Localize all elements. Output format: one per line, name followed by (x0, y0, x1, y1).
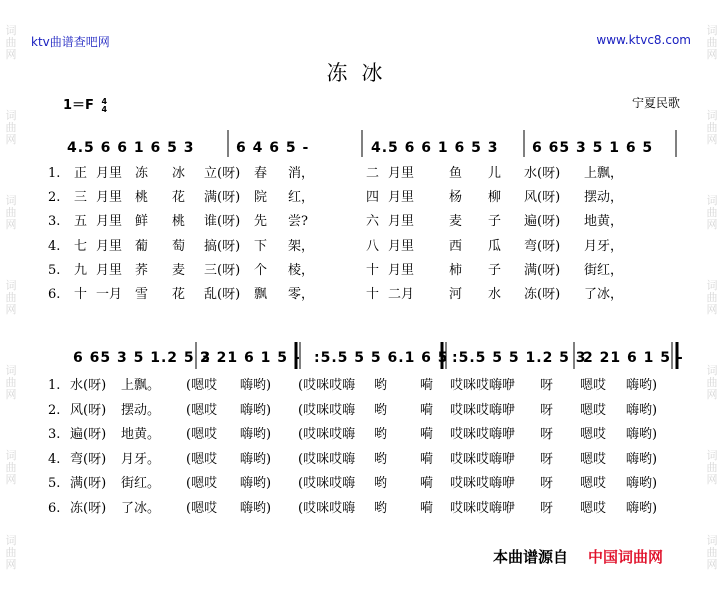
lyric-syllable: 鱼 (449, 166, 463, 181)
lyric-syllable: 个 (254, 262, 268, 278)
lyric-syllable: 月里 (96, 238, 123, 254)
site-name-left[interactable]: ktv曲谱查吧网 (31, 35, 110, 49)
lyric-syllable: 满(呀) (204, 190, 241, 206)
meter-top: 4 (101, 96, 108, 106)
lyric-syllable: 七 (74, 238, 88, 254)
lyric-syllable: 1. (48, 166, 61, 181)
lyric-syllable: 嗨哟) (240, 476, 272, 491)
watermark-glyph: 词 曲 网 (5, 448, 17, 486)
lyric-syllable: 遍(呀) (524, 214, 561, 230)
lyric-syllable: 嗨哟) (626, 402, 658, 418)
lyric-syllable: 6. (48, 500, 61, 516)
lyric-syllable: 乱(呀) (204, 287, 241, 302)
lyric-syllable: 桃 (135, 190, 149, 206)
lyric-syllable: 麦 (172, 262, 186, 278)
lyric-syllable: 嗬 (420, 451, 434, 467)
lyric-syllable: 嗨哟) (240, 402, 272, 418)
lyric-syllable: 月里 (96, 262, 123, 278)
lyric-syllable: 街红， (584, 262, 624, 278)
lyric-syllable: 月里 (96, 190, 123, 206)
notation-bar: :5.5 5 5 6.1 6 5 (314, 350, 449, 366)
lyric-syllable: 了冰， (584, 287, 624, 302)
lyric-syllable: 三(呀) (204, 262, 241, 278)
lyric-syllable: 先 (254, 214, 268, 230)
lyric-syllable: 嗨哟) (626, 451, 658, 467)
lyric-syllable: 冻(呀) (70, 500, 107, 516)
lyric-syllable: 嗨哟) (240, 427, 272, 442)
lyric-syllable: 街红。 (121, 476, 161, 491)
lyric-syllable: 嗯哎 (580, 427, 607, 442)
lyric-syllable: 二 (366, 166, 380, 181)
lyric-syllable: 风(呀) (70, 402, 107, 418)
lyric-syllable: 嗬 (420, 427, 434, 442)
lyric-syllable: 月里 (388, 262, 415, 278)
lyric-syllable: 呀 (540, 476, 554, 491)
lyric-syllable: 水(呀) (70, 378, 107, 393)
lyric-syllable: 嗨哟) (240, 451, 272, 467)
lyric-syllable: 桃 (172, 214, 186, 230)
lyric-syllable: 月里 (388, 190, 415, 206)
lyric-syllable: 嗨哟) (626, 476, 658, 491)
lyric-syllable: 嗬 (420, 476, 434, 491)
lyric-syllable: 三 (74, 190, 88, 206)
lyric-syllable: 地黄。 (121, 427, 161, 442)
lyric-syllable: 子 (488, 262, 502, 278)
lyric-syllable: (哎咪哎嗨 (298, 451, 356, 467)
lyric-syllable: 杨 (449, 190, 463, 206)
lyric-syllable: 哎咪哎嗨咿 (450, 378, 516, 393)
lyric-syllable: 消， (288, 166, 315, 181)
lyric-syllable: 嗬 (420, 500, 434, 516)
lyric-syllable: 摆动， (584, 190, 624, 206)
lyric-syllable: 院 (254, 190, 268, 206)
lyric-syllable: 月里 (96, 214, 123, 230)
lyric-syllable: 正 (74, 166, 88, 181)
lyric-syllable: 嗬 (420, 402, 434, 418)
source-label: 本曲谱源自 (493, 548, 569, 566)
lyric-syllable: 5. (48, 476, 61, 491)
lyric-syllable: 呀 (540, 402, 554, 418)
lyric-syllable: 哟 (374, 500, 388, 516)
lyric-syllable: 冻 (135, 166, 149, 181)
lyric-syllable: 呀 (540, 427, 554, 442)
lyric-syllable: (嗯哎 (186, 476, 218, 491)
lyric-syllable: 6. (48, 287, 61, 302)
lyric-syllable: 嗯哎 (580, 500, 607, 516)
lyric-syllable: 1. (48, 378, 61, 393)
notation-bar: 6 65 3 5 1 6 5 (532, 140, 654, 156)
lyric-syllable: 子 (488, 214, 502, 230)
lyric-syllable: 呀 (540, 500, 554, 516)
lyric-syllable: 上飘。 (121, 378, 161, 393)
lyric-syllable: 哟 (374, 476, 388, 491)
lyric-syllable: 六 (366, 214, 380, 230)
lyric-syllable: 零， (288, 287, 315, 302)
lyric-syllable: 架， (288, 238, 315, 254)
lyric-syllable: 嗨哟) (626, 378, 658, 393)
lyric-syllable: 哎咪哎嗨咿 (450, 402, 516, 418)
lyric-syllable: 5. (48, 262, 61, 278)
watermark-glyph: 词 曲 网 (706, 363, 718, 401)
site-url-right[interactable]: www.ktvc8.com (596, 33, 691, 47)
lyric-syllable: 萄 (172, 238, 186, 254)
lyric-syllable: 2. (48, 190, 61, 206)
notation-bar: :5.5 5 5 1.2 5 3 (452, 350, 587, 366)
lyric-syllable: 4. (48, 238, 61, 254)
lyric-syllable: 瓜 (488, 238, 502, 254)
lyric-syllable: 十 (366, 262, 380, 278)
lyric-syllable: 摆动。 (121, 402, 161, 418)
lyric-syllable: 雪 (135, 287, 149, 302)
lyric-syllable: 花 (172, 190, 186, 206)
lyric-syllable: 月里 (96, 166, 123, 181)
lyric-syllable: 哟 (374, 427, 388, 442)
lyric-syllable: 谁(呀) (204, 214, 241, 230)
lyric-syllable: 哟 (374, 378, 388, 393)
watermark-glyph: 词 曲 网 (706, 108, 718, 146)
lyric-syllable: 水(呀) (524, 166, 561, 181)
lyric-syllable: 春 (254, 166, 268, 181)
lyric-syllable: 风(呀) (524, 190, 561, 206)
lyric-syllable: 葡 (135, 238, 149, 254)
song-title: 冻冰 (326, 61, 397, 85)
lyric-syllable: 九 (74, 262, 88, 278)
lyric-syllable: 嗯哎 (580, 378, 607, 393)
lyric-syllable: 儿 (488, 166, 502, 181)
lyric-syllable: 尝? (288, 214, 308, 230)
lyric-syllable: 月牙。 (121, 451, 161, 467)
watermark-glyph: 词 曲 网 (5, 108, 17, 146)
lyric-syllable: 柿 (449, 262, 463, 278)
lyric-syllable: 红， (288, 190, 315, 206)
lyric-syllable: 八 (366, 238, 380, 254)
lyric-syllable: 搞(呀) (204, 238, 241, 254)
notation-bar: 6 65 3 5 1.2 5 3 (73, 350, 212, 366)
lyric-syllable: 麦 (449, 214, 463, 230)
lyric-syllable: 满(呀) (524, 262, 561, 278)
lyric-syllable: 地黄， (584, 214, 624, 230)
lyric-syllable: 月里 (388, 214, 415, 230)
lyric-syllable: 呀 (540, 378, 554, 393)
song-origin: 宁夏民歌 (632, 96, 681, 110)
lyric-syllable: (嗯哎 (186, 500, 218, 516)
lyric-syllable: 4. (48, 451, 61, 467)
watermark-glyph: 词 曲 网 (706, 278, 718, 316)
lyric-syllable: 十 (74, 287, 88, 302)
lyric-syllable: (哎咪哎嗨 (298, 476, 356, 491)
notation-bar: 4.5 6 6 1 6 5 3 (371, 140, 499, 156)
lyric-syllable: 嗬 (420, 378, 434, 393)
lyric-syllable: 立(呀) (204, 166, 241, 181)
lyric-syllable: 遍(呀) (70, 427, 107, 442)
lyric-syllable: 冰 (172, 166, 186, 181)
lyric-syllable: 月里 (388, 238, 415, 254)
watermark-glyph: 词 曲 网 (706, 448, 718, 486)
lyric-syllable: 冻(呀) (524, 287, 561, 302)
notation-bar: 4.5 6 6 1 6 5 3 (67, 140, 195, 156)
lyric-syllable: 嗯哎 (580, 451, 607, 467)
watermark-glyph: 词 曲 网 (706, 193, 718, 231)
lyric-syllable: 嗨哟) (240, 378, 272, 393)
lyric-syllable: (嗯哎 (186, 402, 218, 418)
lyric-syllable: 嗨哟) (626, 500, 658, 516)
lyric-syllable: 3. (48, 214, 61, 230)
meter-bottom: 4 (101, 104, 108, 114)
lyric-syllable: 嗨哟) (240, 500, 272, 516)
lyric-syllable: 二月 (388, 287, 415, 302)
lyric-syllable: 嗨哟) (626, 427, 658, 442)
lyric-syllable: 月里 (388, 166, 415, 181)
lyric-syllable: 嗯哎 (580, 476, 607, 491)
lyric-syllable: 西 (449, 238, 463, 254)
lyric-syllable: (哎咪哎嗨 (298, 427, 356, 442)
lyric-syllable: 弯(呀) (70, 451, 107, 467)
lyric-syllable: (嗯哎 (186, 427, 218, 442)
lyric-syllable: 了冰。 (121, 500, 161, 516)
notation-bar: 2 21 6 1 5 - (200, 350, 301, 366)
lyric-syllable: 哎咪哎嗨咿 (450, 427, 516, 442)
lyric-syllable: (哎咪哎嗨 (298, 378, 356, 393)
lyric-syllable: 十 (366, 287, 380, 302)
watermark-glyph: 词 曲 网 (5, 363, 17, 401)
lyric-syllable: 一月 (96, 287, 123, 302)
lyric-syllable: 上飘， (584, 166, 624, 181)
lyric-syllable: (嗯哎 (186, 451, 218, 467)
lyric-syllable: 哟 (374, 451, 388, 467)
lyric-syllable: 3. (48, 427, 61, 442)
lyric-syllable: 2. (48, 402, 61, 418)
lyric-syllable: 河 (449, 287, 463, 302)
lyric-syllable: 满(呀) (70, 476, 107, 491)
lyric-syllable: (嗯哎 (186, 378, 218, 393)
lyric-syllable: 五 (74, 214, 88, 230)
lyric-syllable: 飘 (254, 287, 268, 302)
lyric-syllable: 哎咪哎嗨咿 (450, 476, 516, 491)
lyric-syllable: 呀 (540, 451, 554, 467)
watermark-glyph: 词 曲 网 (5, 193, 17, 231)
lyric-syllable: 哎咪哎嗨咿 (450, 451, 516, 467)
watermark-glyph: 词 曲 网 (5, 278, 17, 316)
watermark-glyph: 词 曲 网 (5, 23, 17, 61)
lyric-syllable: 下 (254, 238, 268, 254)
key-label: 1＝F (63, 98, 94, 113)
watermark-glyph: 词 曲 网 (5, 533, 17, 571)
lyric-syllable: 柳 (488, 190, 502, 206)
watermark-glyph: 词 曲 网 (706, 533, 718, 571)
notation-bar: 2 21 6 1 5 - (583, 350, 684, 366)
lyric-syllable: 水 (488, 287, 502, 302)
lyric-syllable: 四 (366, 190, 380, 206)
lyric-syllable: 棱， (288, 262, 315, 278)
lyric-syllable: 哎咪哎嗨咿 (450, 500, 516, 516)
lyric-syllable: 鲜 (135, 214, 149, 230)
lyric-syllable: (哎咪哎嗨 (298, 402, 356, 418)
lyric-syllable: 哟 (374, 402, 388, 418)
watermark-glyph: 词 曲 网 (706, 23, 718, 61)
lyric-syllable: 花 (172, 287, 186, 302)
lyric-syllable: 弯(呀) (524, 238, 561, 254)
lyric-syllable: 荞 (135, 262, 149, 278)
notation-bar: 6 4 6 5 - (236, 140, 310, 156)
lyric-syllable: 月牙， (584, 238, 624, 254)
lyric-syllable: (哎咪哎嗨 (298, 500, 356, 516)
source-site[interactable]: 中国词曲网 (588, 548, 664, 566)
lyric-syllable: 嗯哎 (580, 402, 607, 418)
